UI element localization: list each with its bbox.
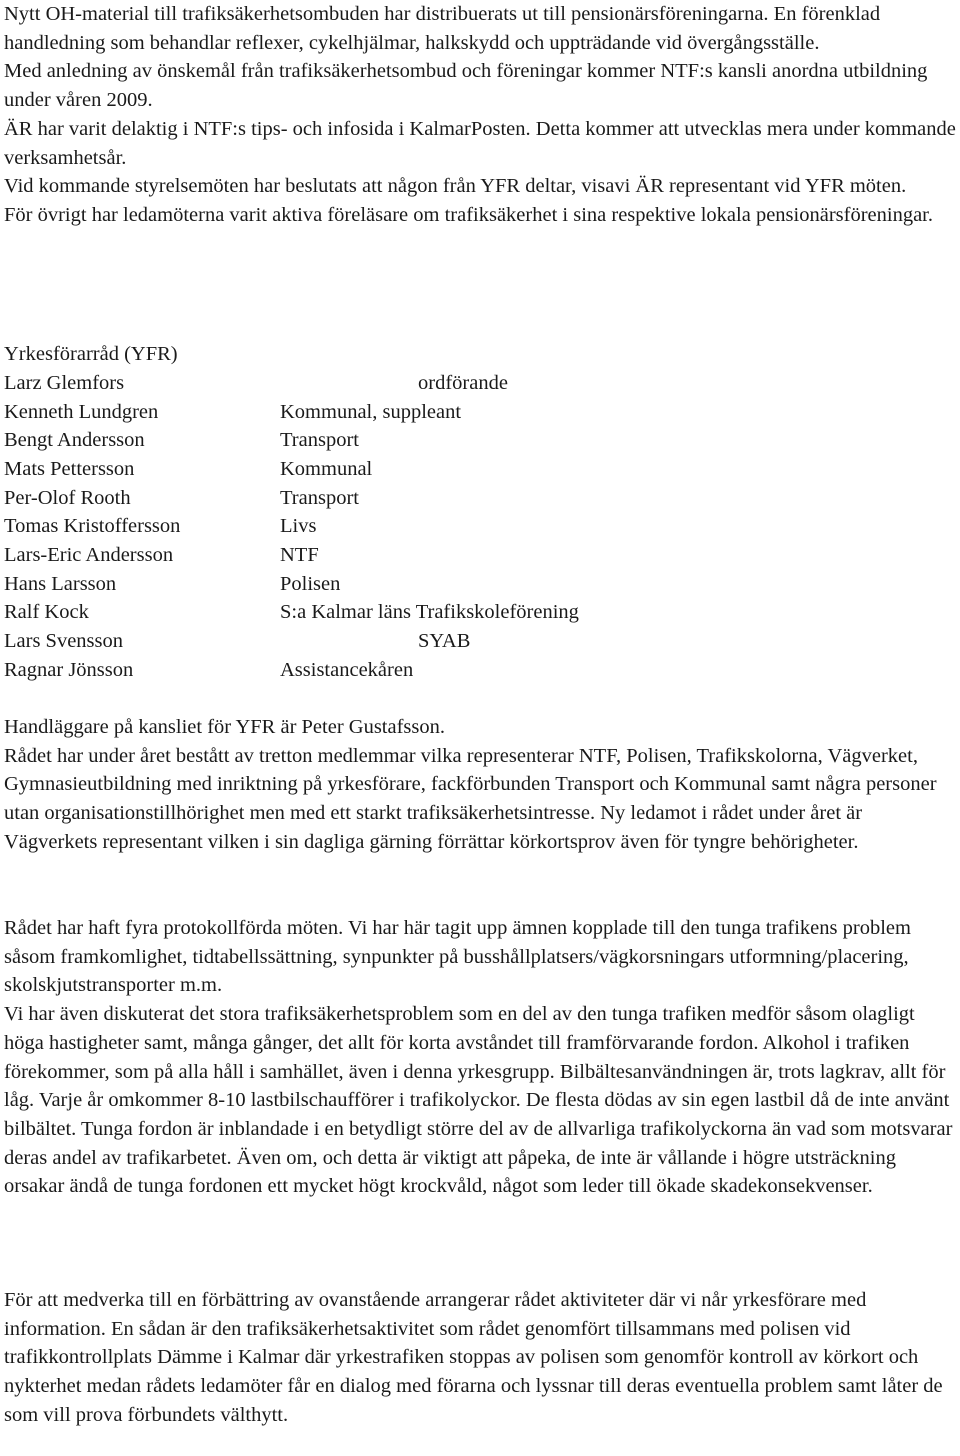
member-role: Transport: [280, 487, 359, 509]
member-role: ordförande: [418, 372, 508, 394]
member-role: Polisen: [280, 573, 341, 595]
member-row: [4, 627, 956, 656]
coordinator-section: [4, 713, 956, 857]
member-name: Per-Olof Rooth: [4, 487, 131, 509]
member-row: [4, 570, 956, 599]
member-role: NTF: [280, 544, 319, 566]
council-description: Rådet har under året bestått av tretton medlemmar vilka representerar NTF, Polisen, Trafikskolorna, Vägverket, Gymnasieutbildning med inriktning på yrkesförare, fackförbunden Transport och Kommunal samt några personer utan organisationstillhörighet men med ett starkt trafiksäkerhetsintresse. Ny ledamot i rådet under året är Vägverkets representant vilken i sin dagliga gärning förrättar körkortsprov även för tyngre behörigheter.: [4, 744, 937, 853]
member-name: Lars Svensson: [4, 630, 124, 652]
member-name: Larz Glemfors: [4, 372, 125, 394]
intro-paragraph: ÄR har varit delaktig i NTF:s tips- och infosida i KalmarPosten. Detta kommer att utvecklas mera under kommande verksamhetsår.: [4, 117, 956, 169]
intro-paragraph: För övrigt har ledamöterna varit aktiva föreläsare om trafiksäkerhet i sina respektive lokala pensionärsföreningar.: [4, 203, 933, 226]
member-name: Mats Pettersson: [4, 458, 135, 480]
member-name: Lars-Eric Andersson: [4, 544, 174, 566]
council-heading: Yrkesförarråd (YFR): [4, 343, 178, 365]
member-name: Ragnar Jönsson: [4, 659, 134, 681]
member-row: [4, 484, 956, 513]
member-row: [4, 541, 956, 570]
intro-paragraph: Nytt OH-material till trafiksäkerhetsombuden har distribuerats ut till pensionärsföreningarna. En förenklad handledning som behandlar reflexer, cykelhjälmar, halkskydd och uppträdande vid övergångsställe.: [4, 3, 881, 54]
intro-section: [4, 0, 956, 230]
member-row: [4, 426, 956, 455]
member-role: Kommunal: [280, 458, 373, 480]
member-role: S:a Kalmar läns Trafikskoleförening: [280, 601, 579, 623]
member-role: Transport: [280, 429, 359, 451]
coordinator-line: Handläggare på kansliet för YFR är Peter Gustafsson.: [4, 716, 446, 738]
activities-section: [4, 1286, 956, 1430]
member-role: Livs: [280, 515, 317, 537]
meetings-paragraph: Rådet har haft fyra protokollförda möten. Vi har här tagit upp ämnen kopplade till den tunga trafikens problem såsom framkomlighet, tidtabellssättning, synpunkter på busshållplatsers/vägkorsningars utformning/placering, skolskjutstransporter m.m.: [4, 917, 911, 997]
member-name: Hans Larsson: [4, 573, 117, 595]
member-name: Ralf Kock: [4, 601, 89, 623]
safety-problems-paragraph: Vi har även diskuterat det stora trafiksäkerhetsproblem som en del av den tunga trafiken medför såsom olagligt höga hastigheter samt, många gånger, det allt för korta avståndet till framförvarande fordon. Alkohol i trafiken förekommer, som på alla håll i samhället, även i denna yrkesgrupp. Bilbältesanvändningen är, trots lagkrav, allt för låg. Varje år omkommer 8-10 lastbilschaufförer i trafikolyckor. De flesta dödas av sin egen lastbil då de inte använt bilbältet. Tunga fordon är inblandade i en betydligt större del av de allvarliga trafikolyckorna än vad som motsvarar deras andel av trafikarbetet. Även om, och detta är viktigt att påpeka, de inte är vållande i högre utsträckning orsakar ändå de tunga fordonen ett mycket högt krockvåld, något som leder till ökade skadekonsekvenser.: [4, 1003, 953, 1198]
meetings-section: [4, 914, 956, 1201]
member-row: [4, 512, 956, 541]
member-row: [4, 455, 956, 484]
member-role: Assistancekåren: [280, 659, 414, 681]
member-role: Kommunal, suppleant: [280, 401, 462, 423]
member-name: Tomas Kristoffersson: [4, 515, 181, 537]
activities-paragraph: För att medverka till en förbättring av ovanstående arrangerar rådet aktiviteter där vi når yrkesförare med information. En sådan är den trafiksäkerhetsaktivitet som rådet genomfört tillsammans med polisen vid trafikkontrollplats Dämme i Kalmar där yrkestrafiken stoppas av polisen som genomför kontroll av körkort och nykterhet medan rådets ledamöter får en dialog med förarna och lyssnar till deras eventuella problem samt låter de som vill prova förbundets välthytt.: [4, 1289, 943, 1426]
member-name: Bengt Andersson: [4, 429, 145, 451]
member-row: [4, 398, 956, 427]
intro-paragraph: Vid kommande styrelsemöten har beslutats att någon från YFR deltar, visavi ÄR representant vid YFR möten.: [4, 175, 907, 198]
member-role: SYAB: [418, 630, 471, 652]
member-name: Kenneth Lundgren: [4, 401, 159, 423]
member-row: [4, 369, 956, 398]
member-row: [4, 656, 956, 685]
intro-paragraph: Med anledning av önskemål från trafiksäkerhetsombud och föreningar kommer NTF:s kansli anordna utbildning under våren 2009.: [4, 60, 928, 112]
member-row: [4, 598, 956, 627]
